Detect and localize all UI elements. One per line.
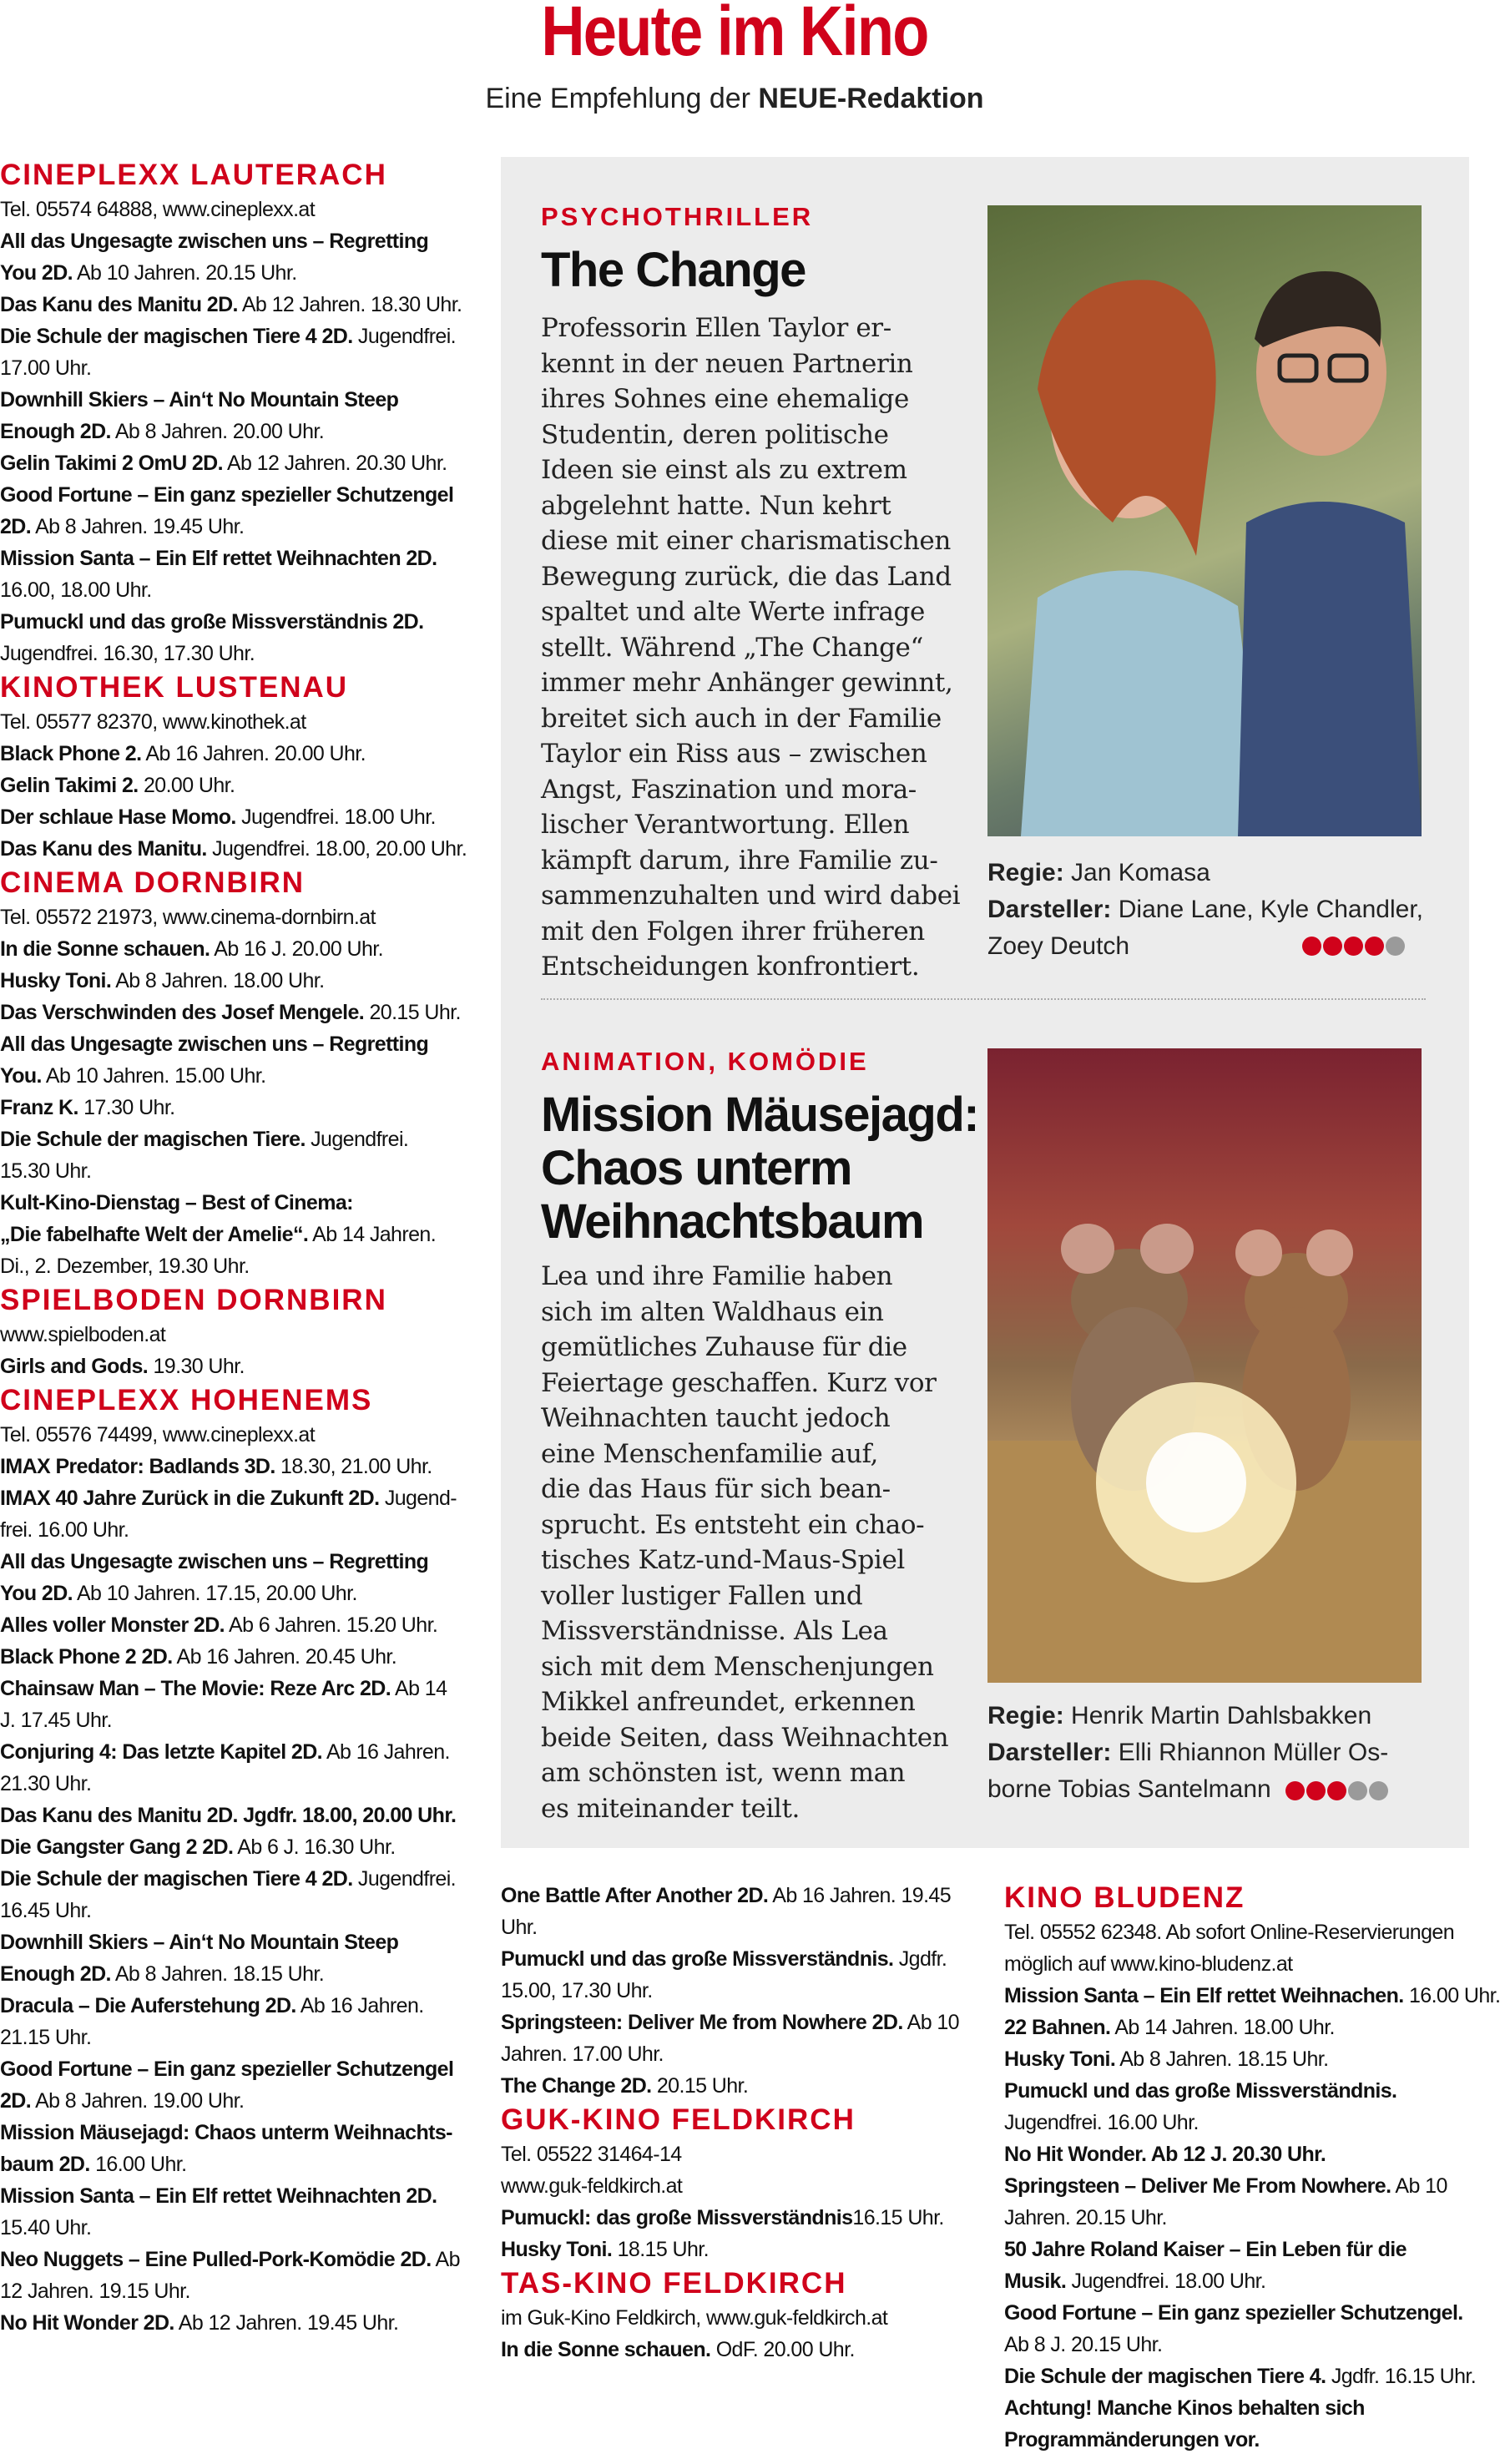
listing-line: Conjuring 4: Das letzte Kapitel 2D. Ab 16 Jahren. bbox=[0, 1740, 450, 1764]
listing-line: Tel. 05576 74499, www.cineplexx.at bbox=[0, 1423, 316, 1447]
rating-dot-icon bbox=[1369, 1781, 1388, 1800]
listing-line: Die Gangster Gang 2 2D. Ab 6 J. 16.30 Uhr. bbox=[0, 1835, 396, 1859]
listing-line: Der schlaue Hase Momo. Jugendfrei. 18.00 Uhr. bbox=[0, 805, 436, 829]
cinema-name: CINEPLEXX LAUTERACH bbox=[0, 159, 387, 191]
film-still-image bbox=[987, 1048, 1422, 1683]
text-line: Weihnachten taucht jedoch bbox=[541, 1403, 891, 1433]
listing-line: 22 Bahnen. Ab 14 Jahren. 18.00 Uhr. bbox=[1004, 2016, 1335, 2039]
page-title: Heute im Kino bbox=[541, 0, 928, 70]
listing-line: im Guk-Kino Feldkirch, www.guk-feldkirch.at bbox=[501, 2306, 888, 2330]
listing-line: Die Schule der magischen Tiere. Jugendfrei. bbox=[0, 1128, 409, 1151]
listing-line: Musik. Jugendfrei. 18.00 Uhr. bbox=[1004, 2270, 1266, 2293]
feature2-photo bbox=[987, 1048, 1422, 1683]
feature1-credits: Regie: Jan Komasa Darsteller: Diane Lane, Kyle Chandler, Zoey Deutch bbox=[987, 859, 1423, 960]
listing-line: In die Sonne schauen. OdF. 20.00 Uhr. bbox=[501, 2338, 855, 2361]
text-line: die das Haus für sich bean- bbox=[541, 1474, 891, 1504]
listing-line: 12 Jahren. 19.15 Uhr. bbox=[0, 2280, 190, 2303]
listing-line: 15.40 Uhr. bbox=[0, 2216, 92, 2239]
listing-line: Springsteen – Deliver Me From Nowhere. Ab 10 bbox=[1004, 2174, 1447, 2198]
listing-line: Jahren. 17.00 Uhr. bbox=[501, 2042, 664, 2066]
text-line: Feiertage geschaffen. Kurz vor bbox=[541, 1367, 937, 1398]
text-line: Chaos unterm bbox=[541, 1141, 851, 1195]
listing-line: Enough 2D. Ab 8 Jahren. 18.15 Uhr. bbox=[0, 1962, 325, 1986]
listing-line: Dracula – Die Auferstehung 2D. Ab 16 Jahren. bbox=[0, 1994, 424, 2017]
text-line: abgelehnt hatte. Nun kehrt bbox=[541, 490, 891, 521]
listing-line: Girls and Gods. 19.30 Uhr. bbox=[0, 1355, 245, 1378]
text-line: beide Seiten, dass Weihnachten bbox=[541, 1722, 949, 1753]
listing-line: Good Fortune – Ein ganz spezieller Schutzengel bbox=[0, 2058, 454, 2081]
text-line: voller lustiger Fallen und bbox=[541, 1580, 863, 1611]
listing-line: Die Schule der magischen Tiere 4 2D. Jugendfrei. bbox=[0, 325, 457, 348]
text-line: diese mit einer charismatischen bbox=[541, 526, 951, 556]
listing-line: Jugendfrei. 16.00 Uhr. bbox=[1004, 2111, 1199, 2134]
listing-line: „Die fabelhafte Welt der Amelie“. Ab 14 Jahren. bbox=[0, 1223, 437, 1246]
feature1-genre: PSYCHOTHRILLER bbox=[541, 202, 814, 231]
listing-line: Tel. 05552 62348. Ab sofort Online-Reservierungen bbox=[1004, 1921, 1455, 1944]
feature2-genre: ANIMATION, KOMÖDIE bbox=[541, 1047, 869, 1076]
listing-line: Tel. 05574 64888, www.cineplexx.at bbox=[0, 198, 316, 221]
listing-line: Good Fortune – Ein ganz spezieller Schutzengel bbox=[0, 483, 454, 507]
cinema-listings-left bbox=[0, 157, 501, 2339]
feature2-description bbox=[541, 1259, 975, 1826]
listing-line: Das Kanu des Manitu 2D. Jgdfr. 18.00, 20.00 Uhr. bbox=[0, 1804, 457, 1827]
listing-line: Programmänderungen vor. bbox=[1004, 2428, 1260, 2451]
feature2-rating bbox=[1285, 1781, 1390, 1800]
listing-line: Pumuckl und das große Missverständnis 2D. bbox=[0, 610, 424, 634]
listing-line: You 2D. Ab 10 Jahren. 17.15, 20.00 Uhr. bbox=[0, 1582, 357, 1605]
listing-line: Mission Santa – Ein Elf rettet Weihnachten 2D. bbox=[0, 547, 437, 570]
cinema-name: GUK-KINO FELDKIRCH bbox=[501, 2103, 856, 2136]
listing-line: Pumuckl und das große Missverständnis. Jgdfr. bbox=[501, 1947, 947, 1971]
listing-line: Gelin Takimi 2 OmU 2D. Ab 12 Jahren. 20.30 Uhr. bbox=[0, 452, 447, 475]
listing-line: No Hit Wonder. Ab 12 J. 20.30 Uhr. bbox=[1004, 2143, 1326, 2166]
text-line: spaltet und alte Werte infrage bbox=[541, 597, 925, 627]
listing-line: Die Schule der magischen Tiere 4 2D. Jugendfrei. bbox=[0, 1867, 457, 1891]
rating-dot-icon bbox=[1323, 937, 1342, 956]
feature-divider bbox=[541, 998, 1426, 1000]
listing-line: Enough 2D. Ab 8 Jahren. 20.00 Uhr. bbox=[0, 420, 325, 443]
rating-dot-icon bbox=[1306, 1781, 1326, 1800]
listing-line: Jugendfrei. 16.30, 17.30 Uhr. bbox=[0, 642, 255, 665]
rating-dot-icon bbox=[1365, 937, 1384, 956]
listing-line: Chainsaw Man – The Movie: Reze Arc 2D. Ab 14 bbox=[0, 1677, 447, 1700]
cinema-name: CINEMA DORNBIRN bbox=[0, 866, 306, 899]
listing-line: Ab 8 J. 20.15 Uhr. bbox=[1004, 2333, 1163, 2356]
listing-line: Black Phone 2. Ab 16 Jahren. 20.00 Uhr. bbox=[0, 742, 366, 765]
listing-line: Achtung! Manche Kinos behalten sich bbox=[1004, 2396, 1365, 2420]
text-line: Entscheidungen konfrontiert. bbox=[541, 952, 920, 982]
text-line: Lea und ihre Familie haben bbox=[541, 1261, 893, 1291]
listing-line: Di., 2. Dezember, 19.30 Uhr. bbox=[0, 1255, 250, 1278]
listing-line: Mission Mäusejagd: Chaos unterm Weihnachts- bbox=[0, 2121, 452, 2144]
text-line: sprucht. Es entsteht ein chao- bbox=[541, 1509, 925, 1540]
listing-line: Mission Santa – Ein Elf rettet Weihnachen. 16.00 Uhr. bbox=[1004, 1984, 1500, 2007]
listing-line: 50 Jahre Roland Kaiser – Ein Leben für die bbox=[1004, 2238, 1407, 2261]
listing-line: Pumuckl: das große Missverständnis16.15 Uhr. bbox=[501, 2206, 944, 2229]
rating-dot-icon bbox=[1348, 1781, 1367, 1800]
rating-dot-icon bbox=[1327, 1781, 1346, 1800]
listing-line: Downhill Skiers – Ain‘t No Mountain Steep bbox=[0, 388, 399, 412]
listing-line: Good Fortune – Ein ganz spezieller Schutzengel. bbox=[1004, 2301, 1463, 2325]
text-line: Weihnachtsbaum bbox=[541, 1194, 924, 1249]
cinema-listings-bottom-1 bbox=[501, 1880, 968, 2366]
listing-line: Mission Santa – Ein Elf rettet Weihnachten 2D. bbox=[0, 2184, 437, 2208]
listing-line: 16.45 Uhr. bbox=[0, 1899, 92, 1922]
text-line: Bewegung zurück, die das Land bbox=[541, 561, 952, 592]
cinema-name: TAS-KINO FELDKIRCH bbox=[501, 2267, 847, 2300]
text-line: Taylor ein Riss aus – zwischen bbox=[541, 739, 927, 769]
listing-line: Neo Nuggets – Eine Pulled-Pork-Komödie 2D. Ab bbox=[0, 2248, 460, 2271]
listing-line: 15.00, 17.30 Uhr. bbox=[501, 1979, 653, 2002]
listing-line: www.spielboden.at bbox=[0, 1323, 166, 1346]
feature1-title: The Change bbox=[541, 243, 806, 297]
listing-line: 21.15 Uhr. bbox=[0, 2026, 92, 2049]
listing-line: Husky Toni. 18.15 Uhr. bbox=[501, 2238, 709, 2261]
listing-line: Husky Toni. Ab 8 Jahren. 18.15 Uhr. bbox=[1004, 2047, 1329, 2071]
rating-dot-icon bbox=[1302, 937, 1321, 956]
listing-line: Die Schule der magischen Tiere 4. Jgdfr. 16.15 Uhr. bbox=[1004, 2365, 1477, 2388]
text-line: lischer Verantwortung. Ellen bbox=[541, 810, 910, 840]
listing-line: Tel. 05577 82370, www.kinothek.at bbox=[0, 710, 306, 734]
text-line: Mission Mäusejagd: bbox=[541, 1088, 979, 1142]
listing-line: baum 2D. 16.00 Uhr. bbox=[0, 2153, 187, 2176]
listing-line: Kult-Kino-Dienstag – Best of Cinema: bbox=[0, 1191, 353, 1214]
listing-line: The Change 2D. 20.15 Uhr. bbox=[501, 2074, 749, 2098]
text-line: mit den Folgen ihrer früheren bbox=[541, 916, 925, 947]
text-line: gemütliches Zuhause für die bbox=[541, 1332, 907, 1362]
listing-line: 2D. Ab 8 Jahren. 19.00 Uhr. bbox=[0, 2089, 245, 2113]
listing-line: 16.00, 18.00 Uhr. bbox=[0, 578, 152, 602]
page-subtitle: Eine Empfehlung der NEUE-Redaktion bbox=[485, 83, 984, 114]
listing-line: www.guk-feldkirch.at bbox=[501, 2174, 683, 2198]
listing-line: Husky Toni. Ab 8 Jahren. 18.00 Uhr. bbox=[0, 969, 325, 992]
listing-line: IMAX Predator: Badlands 3D. 18.30, 21.00 Uhr. bbox=[0, 1455, 432, 1478]
cinema-name: KINOTHEK LUSTENAU bbox=[0, 671, 349, 704]
listing-line: frei. 16.00 Uhr. bbox=[0, 1518, 129, 1542]
listing-line: J. 17.45 Uhr. bbox=[0, 1709, 112, 1732]
listing-line: Jahren. 20.15 Uhr. bbox=[1004, 2206, 1167, 2229]
feature2-title bbox=[541, 1088, 978, 1249]
listing-line: You 2D. Ab 10 Jahren. 20.15 Uhr. bbox=[0, 261, 297, 285]
cinema-name: KINO BLUDENZ bbox=[1004, 1881, 1245, 1914]
text-line: Missverständnisse. Als Lea bbox=[541, 1616, 888, 1646]
text-line: es miteinander teilt. bbox=[541, 1793, 800, 1824]
text-line: Angst, Faszination und mora- bbox=[541, 774, 917, 805]
text-line: Professorin Ellen Taylor er- bbox=[541, 313, 891, 343]
listing-line: möglich auf www.kino-bludenz.at bbox=[1004, 1952, 1293, 1976]
listing-line: 17.00 Uhr. bbox=[0, 356, 92, 380]
listing-line: No Hit Wonder 2D. Ab 12 Jahren. 19.45 Uhr. bbox=[0, 2311, 399, 2335]
listing-line: Downhill Skiers – Ain‘t No Mountain Steep bbox=[0, 1931, 399, 1954]
listing-line: Tel. 05522 31464-14 bbox=[501, 2143, 682, 2166]
listing-line: Uhr. bbox=[501, 1916, 538, 1939]
text-line: ihres Sohnes eine ehemalige bbox=[541, 384, 909, 414]
listing-line: Franz K. 17.30 Uhr. bbox=[0, 1096, 175, 1119]
listing-line: All das Ungesagte zwischen uns – Regretting bbox=[0, 1550, 429, 1573]
text-line: am schönsten ist, wenn man bbox=[541, 1758, 906, 1788]
cinema-listings-bottom-2 bbox=[1004, 1880, 1500, 2456]
listing-line: Das Kanu des Manitu. Jugendfrei. 18.00, 20.00 Uhr. bbox=[0, 837, 467, 861]
text-line: kämpft darum, ihre Familie zu- bbox=[541, 845, 938, 876]
cinema-name: CINEPLEXX HOHENEMS bbox=[0, 1384, 373, 1416]
listing-line: Pumuckl und das große Missverständnis. bbox=[1004, 2079, 1397, 2103]
feature1-description bbox=[541, 311, 975, 985]
text-line: Mikkel anfreundet, erkennen bbox=[541, 1687, 916, 1717]
listing-line: Das Verschwinden des Josef Mengele. 20.15 Uhr. bbox=[0, 1001, 461, 1024]
listing-line: IMAX 40 Jahre Zurück in die Zukunft 2D. Jugend- bbox=[0, 1487, 457, 1510]
listing-line: 21.30 Uhr. bbox=[0, 1772, 92, 1795]
text-line: tisches Katz-und-Maus-Spiel bbox=[541, 1545, 905, 1575]
text-line: Ideen sie einst als zu extrem bbox=[541, 455, 907, 485]
feature2-credits: Regie: Henrik Martin Dahlsbakken Darsteller: Elli Rhiannon Müller Os- borne Tobias Santelmann bbox=[987, 1702, 1389, 1803]
listing-line: 15.30 Uhr. bbox=[0, 1159, 92, 1183]
text-line: sich im alten Waldhaus ein bbox=[541, 1296, 884, 1327]
text-line: Studentin, deren politische bbox=[541, 419, 889, 450]
listing-line: All das Ungesagte zwischen uns – Regretting bbox=[0, 230, 429, 253]
cinema-name: SPIELBODEN DORNBIRN bbox=[0, 1284, 387, 1316]
listing-line: In die Sonne schauen. Ab 16 J. 20.00 Uhr. bbox=[0, 937, 383, 961]
text-line: eine Menschenfamilie auf, bbox=[541, 1438, 878, 1469]
listing-line: Alles voller Monster 2D. Ab 6 Jahren. 15.20 Uhr. bbox=[0, 1613, 438, 1637]
text-line: sammenzuhalten und wird dabei bbox=[541, 881, 961, 911]
listing-line: Tel. 05572 21973, www.cinema-dornbirn.at bbox=[0, 906, 376, 929]
film-still-image bbox=[987, 205, 1422, 836]
listing-line: All das Ungesagte zwischen uns – Regretting bbox=[0, 1033, 429, 1056]
listing-line: Black Phone 2 2D. Ab 16 Jahren. 20.45 Uhr. bbox=[0, 1645, 397, 1669]
listing-line: One Battle After Another 2D. Ab 16 Jahren. 19.45 bbox=[501, 1884, 952, 1907]
listing-line: Springsteen: Deliver Me from Nowhere 2D. Ab 10 bbox=[501, 2011, 959, 2034]
feature1-rating bbox=[1302, 937, 1407, 956]
rating-dot-icon bbox=[1285, 1781, 1305, 1800]
text-line: kennt in der neuen Partnerin bbox=[541, 348, 913, 379]
text-line: breitet sich auch in der Familie bbox=[541, 703, 942, 734]
feature1-photo bbox=[987, 205, 1422, 836]
text-line: immer mehr Anhänger gewinnt, bbox=[541, 668, 953, 698]
text-line: sich mit dem Menschenjungen bbox=[541, 1651, 934, 1682]
text-line: stellt. Während „The Change“ bbox=[541, 632, 923, 663]
rating-dot-icon bbox=[1344, 937, 1363, 956]
rating-dot-icon bbox=[1386, 937, 1405, 956]
listing-line: 2D. Ab 8 Jahren. 19.45 Uhr. bbox=[0, 515, 245, 538]
listing-line: You. Ab 10 Jahren. 15.00 Uhr. bbox=[0, 1064, 266, 1088]
listing-line: Gelin Takimi 2. 20.00 Uhr. bbox=[0, 774, 235, 797]
listing-line: Das Kanu des Manitu 2D. Ab 12 Jahren. 18.30 Uhr. bbox=[0, 293, 462, 316]
